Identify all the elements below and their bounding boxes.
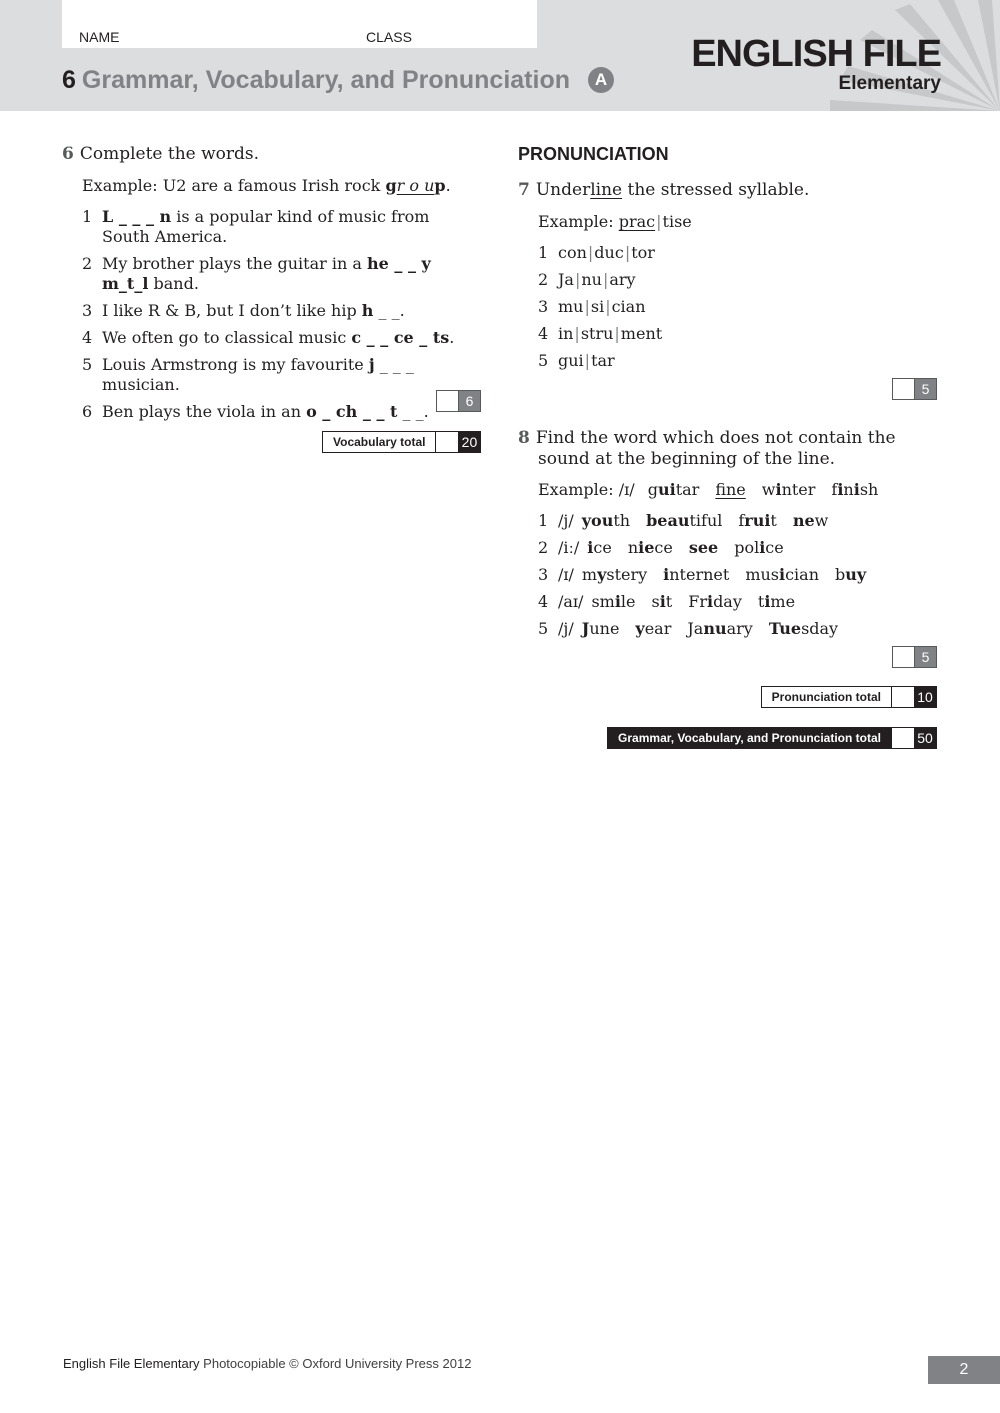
- syllable-divider: |: [584, 351, 591, 370]
- answer-word[interactable]: [663, 565, 729, 585]
- item-number: 4: [538, 592, 549, 611]
- q7-instruction-post: the stressed syllable.: [622, 180, 810, 200]
- word-part: _ _ _ musician.: [102, 355, 414, 394]
- syllable[interactable]: tise: [662, 212, 692, 231]
- syllable[interactable]: si: [590, 297, 605, 316]
- syllable-divider: |: [587, 243, 594, 262]
- word-bold-part: L _ _ _ n: [102, 207, 172, 226]
- syllable[interactable]: ment: [620, 324, 663, 343]
- answer-word[interactable]: [745, 565, 819, 585]
- grand-total-box[interactable]: [607, 727, 937, 749]
- list-item: [538, 351, 838, 371]
- answer-word[interactable]: [582, 511, 630, 531]
- word-bold-part: i: [659, 592, 666, 611]
- item-number: 5: [538, 351, 549, 370]
- answer-word[interactable]: [758, 592, 795, 612]
- item-number: 1: [82, 207, 93, 226]
- word-part: ce: [654, 538, 673, 557]
- score-max: 5: [915, 647, 936, 667]
- word-bold-part: i: [706, 592, 714, 611]
- word-bold-part: y: [635, 619, 645, 638]
- syllable-divider: |: [605, 297, 611, 316]
- item-number: 5: [82, 355, 93, 374]
- example-label: Example:: [538, 212, 614, 231]
- list-item: [538, 619, 938, 639]
- word-bold-part: i: [853, 480, 860, 499]
- word-bold-part: c _ _ ce _ ts: [351, 328, 450, 347]
- word-part: g: [647, 480, 658, 499]
- word-part: _ _.: [397, 402, 429, 421]
- list-item: [82, 254, 482, 294]
- word-part: n: [627, 538, 639, 557]
- list-item: [538, 243, 838, 263]
- item-number: 2: [538, 538, 549, 557]
- word-part: My brother plays the guitar in a: [102, 254, 367, 273]
- word-part: band.: [148, 274, 199, 293]
- word-part: th: [613, 511, 631, 530]
- example-letter: g: [385, 176, 397, 195]
- answer-word[interactable]: [628, 538, 673, 558]
- word-part: ary: [726, 619, 753, 638]
- word-part: t: [770, 511, 777, 530]
- q7-item-list: [538, 243, 838, 378]
- footer-copyright: Photocopiable © Oxford University Press 2012: [199, 1356, 472, 1371]
- word-part: is a popular kind of music from South America.: [102, 207, 430, 246]
- q8-score-box[interactable]: [892, 646, 937, 668]
- word-part: nter: [781, 480, 816, 499]
- word-part: .: [449, 328, 455, 347]
- word-bold-part: i: [587, 538, 594, 557]
- answer-word[interactable]: [715, 480, 745, 500]
- word-part: f: [831, 480, 838, 499]
- list-item: [538, 511, 938, 531]
- answer-word[interactable]: [646, 511, 722, 531]
- answer-word[interactable]: [793, 511, 829, 531]
- total-label: Vocabulary total: [323, 432, 436, 452]
- answer-word[interactable]: [831, 480, 878, 500]
- word-part: nternet: [669, 565, 730, 584]
- example-letter: p: [434, 176, 446, 195]
- syllable[interactable]: tar: [591, 351, 615, 370]
- word-part: une: [589, 619, 620, 638]
- item-number: 2: [538, 270, 549, 289]
- q6-item-list: [82, 207, 482, 429]
- example-ipa: /ɪ/: [618, 480, 635, 499]
- item-number: 1: [538, 511, 549, 530]
- list-item: [538, 324, 838, 344]
- item-number: 1: [538, 243, 549, 262]
- word-part: _ _.: [373, 301, 405, 320]
- word-part: mus: [745, 565, 779, 584]
- list-item: [82, 328, 482, 348]
- word-part: sday: [801, 619, 839, 638]
- ipa-symbol: /j/: [558, 619, 574, 638]
- pronunciation-total-box[interactable]: [761, 686, 937, 708]
- q6-instruction-text: Complete the words.: [79, 144, 260, 164]
- word-bold-part: uy: [845, 565, 867, 584]
- syllable-divider: |: [624, 243, 631, 262]
- word-part: ce: [593, 538, 612, 557]
- brand-logo: [691, 34, 941, 94]
- word-part: me: [770, 592, 796, 611]
- answer-word[interactable]: [587, 538, 612, 558]
- q8-number: 8: [518, 428, 530, 448]
- word-bold-part: i: [663, 565, 670, 584]
- item-number: 3: [538, 565, 549, 584]
- answer-word[interactable]: [734, 538, 784, 558]
- word-bold-part: ui: [657, 480, 676, 499]
- q7-score-box[interactable]: [892, 378, 937, 400]
- syllable[interactable]: gui: [558, 351, 584, 370]
- score-max: 5: [915, 379, 936, 399]
- word-bold-part: i: [837, 480, 844, 499]
- total-max: 10: [914, 687, 936, 707]
- syllable[interactable]: con: [558, 243, 587, 262]
- word-bold-part: see: [688, 538, 719, 557]
- word-part: n: [843, 480, 854, 499]
- syllable[interactable]: mu: [558, 297, 584, 316]
- syllable-divider: |: [574, 270, 581, 289]
- example-label: Example:: [82, 176, 158, 195]
- word-part: t: [665, 592, 673, 611]
- word-bold-part: beau: [646, 511, 690, 530]
- syllable[interactable]: ary: [609, 270, 636, 289]
- syllable[interactable]: cian: [611, 297, 646, 316]
- score-input[interactable]: [437, 391, 459, 411]
- example-words: [648, 480, 895, 499]
- word-bold-part: h: [361, 301, 374, 320]
- word-bold-part: y: [597, 565, 607, 584]
- answer-word[interactable]: [652, 592, 673, 612]
- example-text: U2 are a famous Irish rock: [162, 176, 381, 195]
- syllable[interactable]: tor: [631, 243, 655, 262]
- list-item: [82, 402, 482, 422]
- answer-word[interactable]: [582, 619, 620, 639]
- answer-word[interactable]: [688, 592, 742, 612]
- syllable[interactable]: in: [558, 324, 574, 343]
- word-bold-part: ne: [792, 511, 815, 530]
- list-item: [538, 270, 838, 290]
- page-number: 2: [928, 1356, 1000, 1384]
- answer-word[interactable]: [591, 592, 635, 612]
- total-max: 50: [914, 728, 936, 748]
- answer-word[interactable]: [635, 619, 671, 639]
- word-part: b: [835, 565, 846, 584]
- word-part: tar: [675, 480, 700, 499]
- word-part: ear: [644, 619, 672, 638]
- word-bold-part: he _ _ y m_t_l: [102, 254, 431, 293]
- item-number: 3: [538, 297, 549, 316]
- item-number: 3: [82, 301, 93, 320]
- answer-word[interactable]: [762, 480, 816, 500]
- name-class-box: [62, 0, 537, 48]
- item-number: 6: [82, 402, 93, 421]
- item-number: 2: [82, 254, 93, 273]
- word-part: tiful: [689, 511, 723, 530]
- word-part: s: [651, 592, 660, 611]
- syllable-divider: |: [574, 324, 580, 343]
- word-bold-part: you: [581, 511, 614, 530]
- syllable-divider: |: [602, 270, 609, 289]
- q8-instruction: [518, 428, 938, 470]
- word-part: sh: [859, 480, 879, 499]
- list-item: [82, 301, 482, 321]
- word-underlined-part: fine: [715, 480, 746, 499]
- syllable-divider: |: [614, 324, 620, 343]
- item-number: 4: [538, 324, 549, 343]
- list-item: [538, 565, 938, 585]
- word-part: ce: [765, 538, 784, 557]
- item-number: 5: [538, 619, 549, 638]
- word-part: Fr: [688, 592, 707, 611]
- word-part: m: [581, 565, 598, 584]
- title-text: Grammar, Vocabulary, and Pronunciation: [81, 66, 570, 94]
- ipa-symbol: /ɪ/: [558, 565, 574, 584]
- example-label: Example:: [538, 480, 614, 499]
- page-header: [0, 0, 1000, 111]
- q8-instruction-text: Find the word which does not contain the sound at the beginning of the line.: [535, 428, 896, 469]
- total-input[interactable]: [892, 728, 914, 748]
- ipa-symbol: /aɪ/: [558, 592, 584, 611]
- word-bold-part: o _ ch _ _ t: [306, 402, 398, 421]
- example-answer: r o u: [396, 176, 435, 195]
- q7-instruction-pre: Under: [535, 180, 591, 200]
- word-part: cian: [785, 565, 819, 584]
- total-input[interactable]: [892, 687, 914, 707]
- word-part: Louis Armstrong is my favourite: [102, 355, 369, 374]
- ipa-symbol: /j/: [558, 511, 574, 530]
- word-part: Ben plays the viola in an: [102, 402, 307, 421]
- q6-score-box[interactable]: [436, 390, 481, 412]
- section-title: PRONUNCIATION: [518, 144, 669, 164]
- word-bold-part: i: [759, 538, 766, 557]
- list-item: [538, 592, 938, 612]
- q7-instruction: [518, 180, 809, 201]
- syllable-divider: |: [656, 212, 662, 231]
- syllable[interactable]: duc: [594, 243, 624, 262]
- syllable-divider: |: [584, 297, 590, 316]
- word-part: f: [738, 511, 745, 530]
- total-max: 20: [458, 432, 480, 452]
- example-word: [619, 212, 692, 231]
- brand-title: ENGLISH FILE: [691, 33, 941, 75]
- footer: [63, 1356, 471, 1371]
- word-bold-part: nu: [703, 619, 727, 638]
- item-number: 4: [82, 328, 93, 347]
- word-bold-part: i: [614, 592, 621, 611]
- syllable[interactable]: nu: [581, 270, 602, 289]
- list-item: [82, 355, 482, 395]
- example-punct: .: [445, 176, 451, 195]
- answer-word[interactable]: [738, 511, 777, 531]
- word-part: t: [757, 592, 765, 611]
- total-label: Pronunciation total: [762, 687, 892, 707]
- word-bold-part: rui: [744, 511, 771, 530]
- total-input[interactable]: [436, 432, 458, 452]
- q6-instruction: [62, 144, 259, 165]
- word-bold-part: i: [775, 480, 782, 499]
- q7-instruction-underlined: line: [590, 180, 623, 200]
- brand-level: Elementary: [838, 73, 941, 94]
- word-part: sm: [591, 592, 615, 611]
- unit-number: 6: [62, 66, 76, 94]
- list-item: [538, 538, 938, 558]
- vocabulary-total-box[interactable]: [322, 431, 481, 453]
- q7-number: 7: [518, 180, 530, 200]
- q7-example: [538, 212, 692, 232]
- word-part: w: [814, 511, 829, 530]
- score-input[interactable]: [893, 647, 915, 667]
- word-part: le: [620, 592, 636, 611]
- word-bold-part: i: [764, 592, 771, 611]
- syllable[interactable]: Ja: [558, 270, 574, 289]
- word-part: I like R & B, but I don’t like hip: [102, 301, 362, 320]
- list-item: [82, 207, 482, 247]
- total-label: Grammar, Vocabulary, and Pronunciation total: [608, 728, 892, 748]
- word-part: stery: [606, 565, 648, 584]
- page-title: [62, 66, 614, 95]
- q8-item-list: [538, 511, 938, 646]
- score-max: 6: [459, 391, 480, 411]
- class-label: CLASS: [366, 29, 412, 45]
- word-bold-part: J: [581, 619, 590, 638]
- list-item: [538, 297, 838, 317]
- word-part: w: [761, 480, 776, 499]
- version-badge: A: [588, 67, 614, 93]
- answer-word[interactable]: [687, 619, 752, 639]
- ipa-symbol: /iː/: [558, 538, 580, 557]
- word-part: We often go to classical music: [102, 328, 352, 347]
- word-bold-part: ie: [638, 538, 655, 557]
- q6-example: [82, 176, 451, 196]
- q8-example: [538, 480, 894, 500]
- answer-word[interactable]: [769, 619, 838, 639]
- answer-word[interactable]: [648, 480, 700, 500]
- q6-number: 6: [62, 144, 74, 164]
- word-part: day: [713, 592, 742, 611]
- answer-word[interactable]: [582, 565, 647, 585]
- footer-title: English File Elementary: [63, 1356, 200, 1371]
- word-part: Ja: [687, 619, 704, 638]
- syllable[interactable]: prac: [618, 212, 656, 231]
- answer-word[interactable]: [835, 565, 866, 585]
- name-label: NAME: [79, 29, 120, 45]
- syllable[interactable]: stru: [580, 324, 614, 343]
- word-part: pol: [734, 538, 760, 557]
- word-bold-part: j: [368, 355, 375, 374]
- answer-word[interactable]: [689, 538, 718, 558]
- score-input[interactable]: [893, 379, 915, 399]
- word-bold-part: i: [779, 565, 786, 584]
- word-bold-part: Tue: [768, 619, 802, 638]
